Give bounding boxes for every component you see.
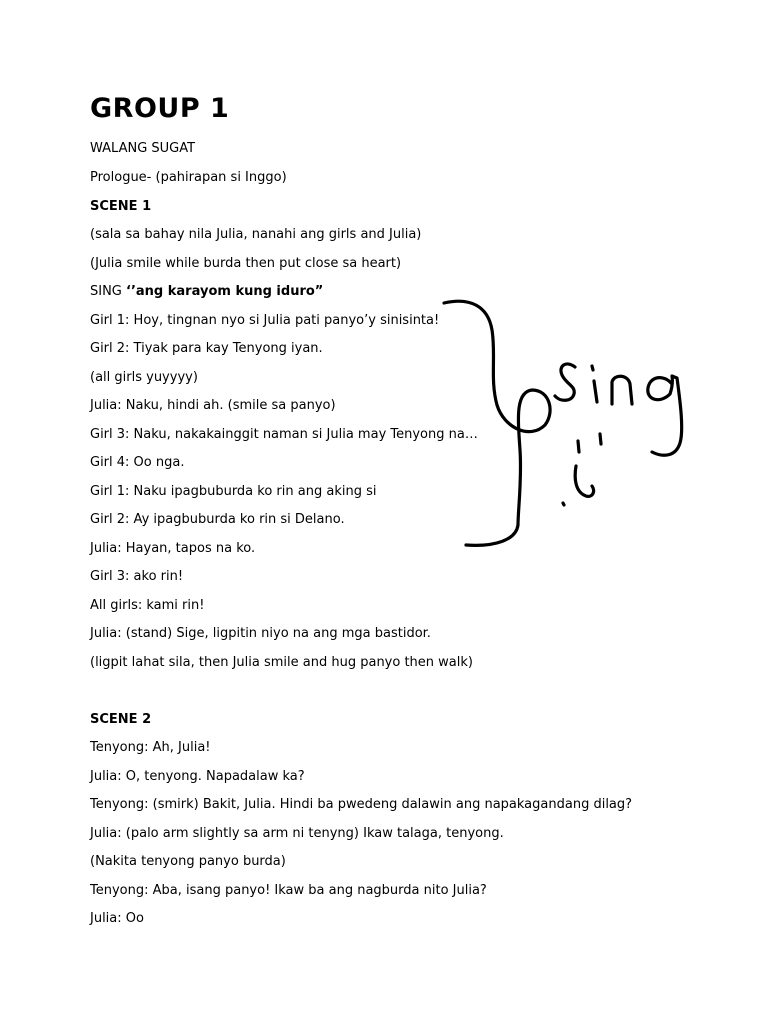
dialogue-line: (all girls yuyyyy) bbox=[90, 370, 198, 385]
sing-prefix: SING bbox=[90, 284, 127, 299]
dialogue-line: Julia: Hayan, tapos na ko. bbox=[90, 541, 256, 556]
dialogue-line: Julia: O, tenyong. Napadalaw ka? bbox=[90, 769, 305, 784]
dialogue-line: (ligpit lahat sila, then Julia smile and hug panyo then walk) bbox=[90, 655, 473, 670]
dialogue-line: Julia: Naku, hindi ah. (smile sa panyo) bbox=[90, 398, 336, 413]
dialogue-line: Girl 3: ako rin! bbox=[90, 569, 184, 584]
dialogue-line: Julia: (stand) Sige, ligpitin niyo na ang mga bastidor. bbox=[90, 626, 431, 641]
dialogue-line: Tenyong: (smirk) Bakit, Julia. Hindi ba pwedeng dalawin ang napakagandang dilag? bbox=[90, 797, 633, 812]
dialogue-line: Girl 1: Hoy, tingnan nyo si Julia pati panyo’y sinisinta! bbox=[90, 313, 440, 328]
stage-direction: (sala sa bahay nila Julia, nanahi ang girls and Julia) bbox=[90, 227, 422, 242]
scene-2-heading: SCENE 2 bbox=[90, 712, 152, 727]
dialogue-line: (Nakita tenyong panyo burda) bbox=[90, 854, 286, 869]
play-title: WALANG SUGAT bbox=[90, 141, 196, 156]
dialogue-line: Girl 4: Oo nga. bbox=[90, 455, 185, 470]
dialogue-line: All girls: kami rin! bbox=[90, 598, 205, 613]
dialogue-line: Girl 2: Tiyak para kay Tenyong iyan. bbox=[90, 341, 323, 356]
document-title: GROUP 1 bbox=[90, 93, 230, 124]
stage-direction: (Julia smile while burda then put close sa heart) bbox=[90, 256, 402, 271]
dialogue-line: Girl 3: Naku, nakakainggit naman si Julia may Tenyong na… bbox=[90, 427, 478, 442]
dialogue-line: Julia: Oo bbox=[90, 911, 144, 926]
song-title: ‘’ang karayom kung iduro” bbox=[126, 284, 324, 299]
dialogue-line: Julia: (palo arm slightly sa arm ni tenyng) Ikaw talaga, tenyong. bbox=[90, 826, 504, 841]
scene-1-heading: SCENE 1 bbox=[90, 199, 152, 214]
dialogue-line: Tenyong: Ah, Julia! bbox=[90, 740, 211, 755]
sing-cue bbox=[90, 283, 323, 301]
dialogue-line: Tenyong: Aba, isang panyo! Ikaw ba ang nagburda nito Julia? bbox=[90, 883, 487, 898]
prologue-line: Prologue- (pahirapan si Inggo) bbox=[90, 170, 287, 185]
dialogue-line: Girl 2: Ay ipagbuburda ko rin si Delano. bbox=[90, 512, 345, 527]
dialogue-line: Girl 1: Naku ipagbuburda ko rin ang aking si bbox=[90, 484, 377, 499]
